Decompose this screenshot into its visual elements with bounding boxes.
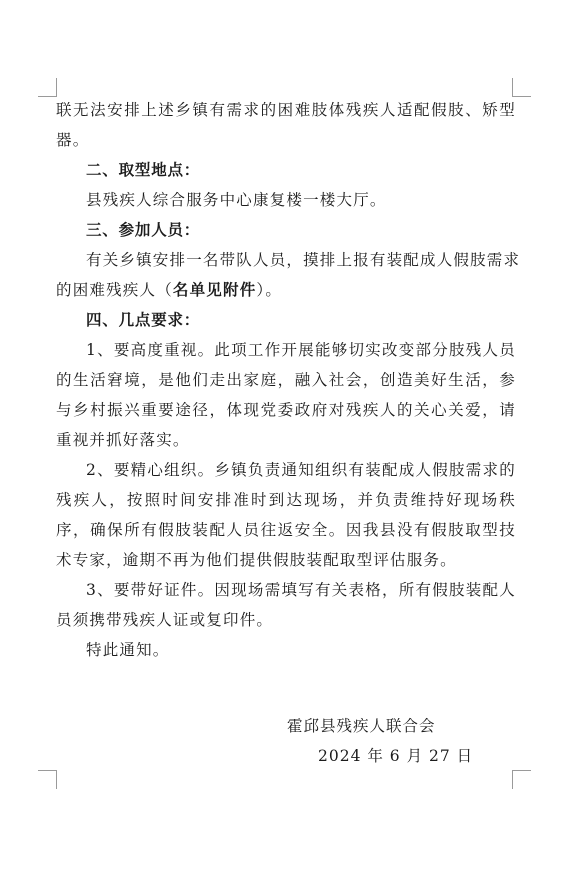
attachment-reference: 名单见附件	[172, 281, 257, 299]
crop-mark-top-left	[38, 78, 57, 97]
crop-mark-top-right	[512, 78, 531, 97]
signature-organization: 霍邱县残疾人联合会	[287, 717, 436, 735]
item3-line-1: 3、要带好证件。因现场需填写有关表格，所有假肢装配人	[86, 581, 516, 599]
section3-heading: 三、参加人员：	[86, 221, 201, 239]
item1-line-1: 1、要高度重视。此项工作开展能够切实改变部分肢残人员	[86, 341, 516, 359]
section2-heading: 二、取型地点：	[86, 161, 201, 179]
item3-line-2: 员须携带残疾人证或复印件。	[56, 611, 274, 629]
item2-line-2: 残疾人，按照时间安排准时到达现场，并负责维持好现场秩	[56, 491, 516, 509]
item1-line-2: 的生活窘境，是他们走出家庭，融入社会，创造美好生活，参	[56, 371, 516, 389]
signature-date: 2024 年 6 月 27 日	[318, 747, 474, 765]
intro-line-2: 器。	[56, 131, 90, 149]
intro-line-1: 联无法安排上述乡镇有需求的困难肢体残疾人适配假肢、矫型	[56, 101, 516, 119]
item2-line-1: 2、要精心组织。乡镇负责通知组织有装配成人假肢需求的	[86, 461, 516, 479]
section4-heading: 四、几点要求：	[86, 311, 201, 329]
crop-mark-bottom-right	[512, 770, 531, 789]
section2-body: 县残疾人综合服务中心康复楼一楼大厅。	[86, 191, 387, 209]
item2-line-4: 术专家，逾期不再为他们提供假肢装配取型评估服务。	[56, 551, 457, 569]
item1-line-3: 与乡村振兴重要途径，体现党委政府对残疾人的关心关爱，请	[56, 401, 516, 419]
closing-text: 特此通知。	[86, 641, 170, 659]
section3-line-2-post: ）。	[256, 281, 283, 299]
item2-line-3: 序，确保所有假肢装配人员往返安全。因我县没有假肢取型技	[56, 521, 516, 539]
crop-mark-bottom-left	[38, 770, 57, 789]
section3-line-1: 有关乡镇安排一名带队人员，摸排上报有装配成人假肢需求	[86, 251, 521, 269]
section3-line-2-pre: 的困难残疾人（	[56, 281, 173, 299]
section3-line-2	[56, 280, 516, 300]
item1-line-4: 重视并抓好落实。	[56, 431, 190, 449]
